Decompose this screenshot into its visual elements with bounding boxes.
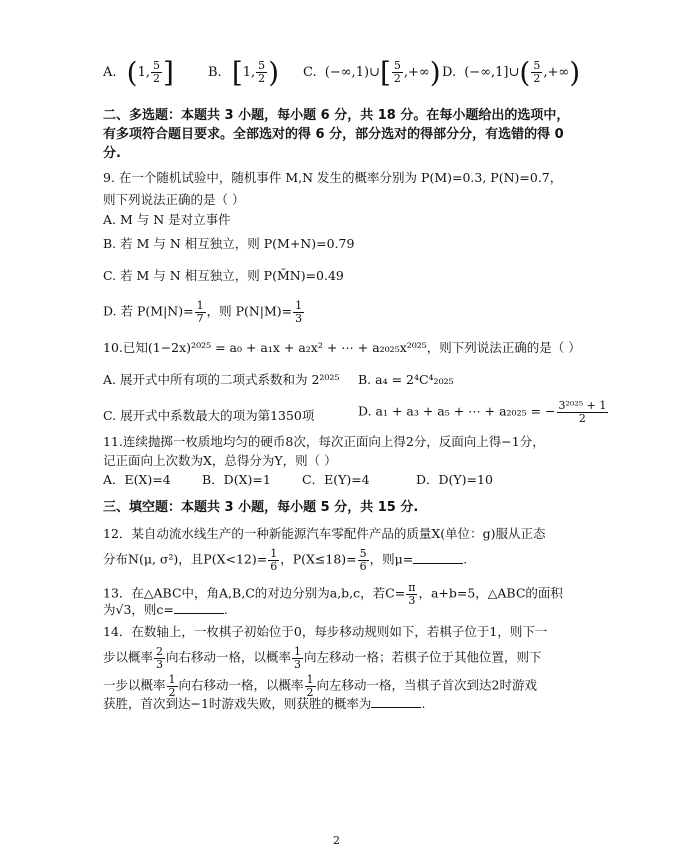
q8-option-b: B. [1, $\frac{5}{2}$ )	[208, 56, 280, 89]
q14-frac1: $\frac{2}{3}$	[156, 645, 164, 671]
q10-option-c: C. 展开式中系数最大的项为第1350项	[103, 408, 315, 423]
q8-option-c-left: (−∞,1)∪	[324, 65, 380, 80]
q14-line2-mid: 向右移动一格，以概率	[166, 649, 292, 665]
q11-option-b: B．D(X)=1	[202, 472, 271, 487]
q10-option-d-frac: $\frac{\text{3²⁰²⁵ + 1}}{2}$	[558, 399, 607, 425]
page-number: 2	[333, 834, 340, 847]
q10-option-a: A. 展开式中所有项的二项式系数和为 2²⁰²⁵	[103, 372, 340, 387]
q12-line1: 12．某自动流水线生产的一种新能源汽车零配件产品的质量X(单位：g)服从正态	[103, 526, 546, 541]
q12-frac2: $\frac{5}{6}$	[359, 547, 367, 573]
q9-option-d-mid: ，则 P(N|M)=	[206, 303, 293, 319]
q8-option-d-label: D.	[442, 65, 457, 80]
q8-option-b-int: 1,	[242, 65, 256, 80]
q8-option-c-right: ,+∞	[403, 65, 430, 80]
q12-line2: 分布N(μ, σ²)，且P(X<12)= $\frac{1}{6}$ ，P(X≤18)= $\frac{5}{6}$ ，则μ= .	[103, 547, 468, 573]
q9-stem-line1: 9. 在一个随机试验中，随机事件 M,N 发生的概率分别为 P(M)=0.3, P(N)=0.7，	[103, 170, 563, 185]
q8-option-a: A. (1, $\frac{5}{2}$ ]	[103, 56, 174, 89]
q14-answer-blank[interactable]	[371, 697, 421, 708]
section2-heading-line1: 二、多选题：本题共 3 小题，每小题 6 分，共 18 分。在每小题给出的选项中，	[103, 108, 570, 123]
q8-option-d-frac: $\frac{5}{2}$	[533, 59, 541, 85]
q9-option-b: B. 若 M 与 N 相互独立，则 P(M+N)=0.79	[103, 236, 355, 251]
q8-option-c: C. (−∞,1)∪[ $\frac{5}{2}$ ,+∞)	[303, 56, 441, 89]
q12-frac1: $\frac{1}{6}$	[270, 547, 278, 573]
q14-line3-mid: 向右移动一格，以概率	[178, 677, 304, 693]
q8-option-b-label: B.	[208, 65, 222, 80]
q13-line1-pre: 13．在△ABC中，角A,B,C的对边分别为a,b,c，若C=	[103, 585, 406, 601]
q8-option-a-label: A.	[103, 65, 117, 80]
q13-answer-blank[interactable]	[174, 603, 224, 614]
q9-option-a: A. M 与 N 是对立事件	[103, 212, 231, 227]
q8-option-d-right: ,+∞	[543, 65, 570, 80]
q11-stem-line1: 11.连续抛掷一枚质地均匀的硬币8次，每次正面向上得2分，反面向上得−1分，	[103, 434, 545, 449]
section2-heading-line3: 分.	[103, 146, 121, 161]
q9-option-d	[103, 300, 305, 324]
q14-line2-pre: 步以概率	[103, 649, 154, 665]
q9-option-d-pre: D. 若 P(M|N)=	[103, 303, 194, 319]
q14-frac2: $\frac{1}{3}$	[294, 645, 302, 671]
q12-answer-blank[interactable]	[413, 553, 463, 564]
q12-line2-pre: 分布N(μ, σ²)，且P(X<12)=	[103, 551, 268, 567]
q11-option-a: A．E(X)=4	[103, 472, 171, 487]
q12-line2-post: ，则μ=	[369, 551, 414, 567]
q9-option-c: C. 若 M 与 N 相互独立，则 P(M̄N)=0.49	[103, 268, 344, 283]
q14-line1: 14．在数轴上，一枚棋子初始位于0，每步移动规则如下，若棋子位于1，则下一	[103, 624, 548, 639]
q10-option-b: B. a₄ = 2⁴C⁴₂₀₂₅	[358, 372, 454, 387]
q8-option-a-frac: $\frac{5}{2}$	[153, 59, 161, 85]
q10-stem: 10.已知(1−2x)²⁰²⁵ = a₀ + a₁x + a₂x² + ⋯ + a₂₀₂₅x²⁰²⁵，则下列说法正确的是（ ）	[103, 340, 581, 355]
q8-option-b-frac: $\frac{5}{2}$	[258, 59, 266, 85]
section3-heading: 三、填空题：本题共 3 小题，每小题 5 分，共 15 分.	[103, 500, 419, 515]
q11-stem-line2: 记正面向上次数为X，总得分为Y，则（ ）	[103, 453, 337, 468]
q14-line3-pre: 一步以概率	[103, 677, 166, 693]
q14-line3	[103, 674, 537, 698]
q12-line2-mid: ，P(X≤18)=	[280, 551, 357, 567]
q14-line2	[103, 646, 542, 670]
q8-option-d-left: (−∞,1]∪	[464, 65, 520, 80]
section2-heading-line2: 有多项符合题目要求。全部选对的得 6 分，部分选对的得部分分，有选错的得 0	[103, 127, 564, 142]
q9-option-d-frac2: $\frac{1}{3}$	[295, 299, 303, 325]
q9-stem-line2: 则下列说法正确的是（ ）	[103, 192, 245, 207]
q9-option-d-frac1: $\frac{1}{7}$	[196, 299, 204, 325]
q14-frac3: $\frac{1}{2}$	[168, 673, 176, 699]
q13-line2-pre: 为√3，则c=	[103, 602, 174, 617]
q14-line3-post: 向左移动一格，当棋子首次到达2时游戏	[316, 677, 537, 693]
q14-line2-post: 向左移动一格；若棋子位于其他位置，则下	[304, 649, 542, 665]
q11-option-c: C．E(Y)=4	[302, 472, 370, 487]
q13-frac: $\frac{\pi}{3}$	[408, 581, 416, 607]
q8-option-d: D. (−∞,1]∪( $\frac{5}{2}$ ,+∞)	[442, 56, 581, 89]
q8-option-c-frac: $\frac{5}{2}$	[393, 59, 401, 85]
q8-option-c-label: C.	[303, 65, 317, 80]
q11-option-d: D．D(Y)=10	[416, 472, 493, 487]
q14-line4: 获胜，首次到达−1时游戏失败，则获胜的概率为 .	[103, 696, 426, 711]
q10-option-d-pre: D. a₁ + a₃ + a₅ + ⋯ + a₂₀₂₅ = −	[358, 403, 556, 419]
q13-line1-post: ，a+b=5，△ABC的面积	[418, 585, 563, 601]
q13-line2: 为√3，则c= .	[103, 602, 228, 617]
q10-option-d	[358, 400, 609, 424]
q14-frac4: $\frac{1}{2}$	[306, 673, 314, 699]
q8-option-a-int: 1,	[137, 65, 151, 80]
q14-line4-text: 获胜，首次到达−1时游戏失败，则获胜的概率为	[103, 696, 372, 711]
